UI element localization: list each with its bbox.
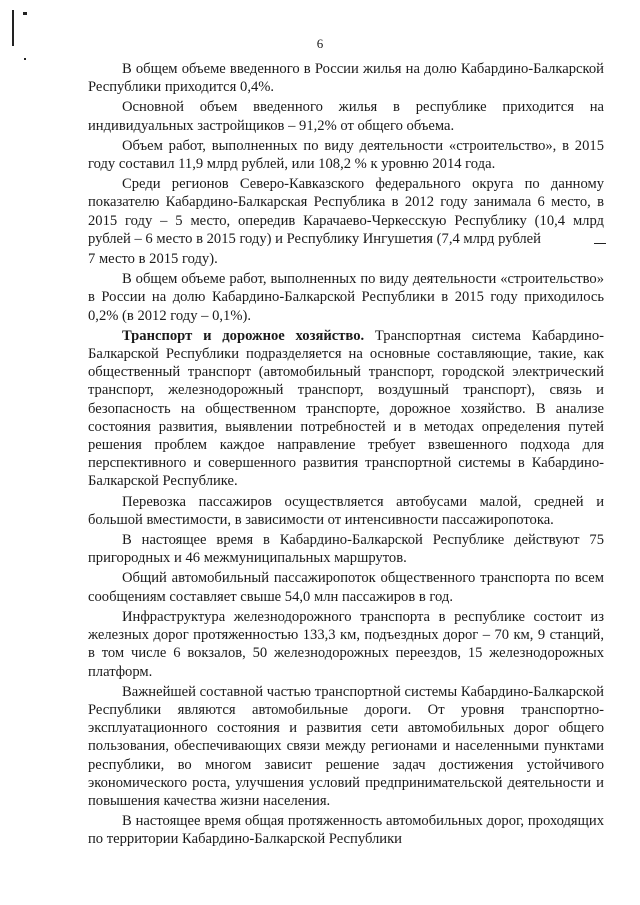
page-number: 6 [316,36,324,51]
paragraph-passenger-flow: Общий автомобильный пассажиропоток общественного транспорта по всем сообщениям составляет свыше 54,0 млн пассажиров в год. [88,570,604,605]
paragraph-railway-infrastructure: Инфраструктура железнодорожного транспорта в республике состоит из железных дорог протяженностью 133,3 км, подъездных дорог – 70 км, 9 станций, в том числе 6 вокзалов, 50 железнодорожных переездов, 15 железнодорожных платформ. [88,608,604,680]
paragraph-passenger-transport: Перевозка пассажиров осуществляется автобусами малой, средней и большой вместимости, в зависимости от интенсивности пассажиропотока. [88,493,604,528]
paragraph-transport-system [88,327,604,491]
paragraph-regional-ranking: Среди регионов Северо-Кавказского федерального округа по данному показателю Кабардино-Балкарская Республика в 2012 году занимала 6 место, в 2015 году – 5 место, опередив Карачаево-Черкесскую Республику (10,4 млрд рублей – 6 место в 2015 году) и Республику Ингушетия (7,4 млрд рублей [88,176,604,247]
paragraph-individual-builders: Основной объем введенного жилья в республике приходится на индивидуальных застройщиков – 91,2% от общего объема. [88,99,604,134]
paragraph-roads-importance: Важнейшей составной частью транспортной системы Кабардино-Балкарской Республики являются автомобильные дороги. От уровня транспортно-эксплуатационного состояния и развития сети автомобильных дорог общего пользования, обеспечивающих связи между регионами и населенными пунктами республики, во многом зависит решение задач достижения устойчивого экономического роста, улучшения условий предпринимательской деятельности и повышения качества жизни населения. [88,683,604,809]
paragraph-ranking-continued: 7 место в 2015 году). [88,251,218,268]
section-heading-transport: Транспорт и дорожное хозяйство. [122,327,365,344]
scan-artifact-speck [24,58,26,60]
body-text [88,60,604,851]
paragraph-russia-share: В общем объеме работ, выполненных по виду деятельности «строительство» в России на долю Кабардино-Балкарской Республики в 2015 году приходилось 0,2% (в 2012 году – 0,1%). [88,271,604,324]
paragraph-construction-volume: Объем работ, выполненных по виду деятельности «строительство», в 2015 году составил 11,9 млрд рублей, или 108,2 % к уровню 2014 года. [88,137,604,173]
paragraph-roads-length: В настоящее время общая протяженность автомобильных дорог, проходящих по территории Кабардино-Балкарской Республики [88,813,604,848]
paragraph-routes: В настоящее время в Кабардино-Балкарской Республике действуют 75 пригородных и 46 межмуниципальных маршрутов. [88,532,604,567]
paragraph-housing-share: В общем объеме введенного в России жилья на долю Кабардино-Балкарской Республики приходится 0,4%. [88,61,604,96]
paragraph-transport-text: Транспортная система Кабардино-Балкарской Республики подразделяется на основные составляющие, такие, как общественный транспорт (автомобильный транспорт, городской электрический транспорт, железнодорожный транспорт, воздушный транспорт), связь и безопасность на общественном транспорте, дорожное хозяйство. В анализе состояния развития, выявлении потребностей и в методах определения путей решения проблем каждое направление требует взвешенного подхода для перспективного и совершенного развития транспортной системы в Кабардино-Балкарской Республике. [88,327,604,490]
scan-artifact-dot [23,12,27,15]
